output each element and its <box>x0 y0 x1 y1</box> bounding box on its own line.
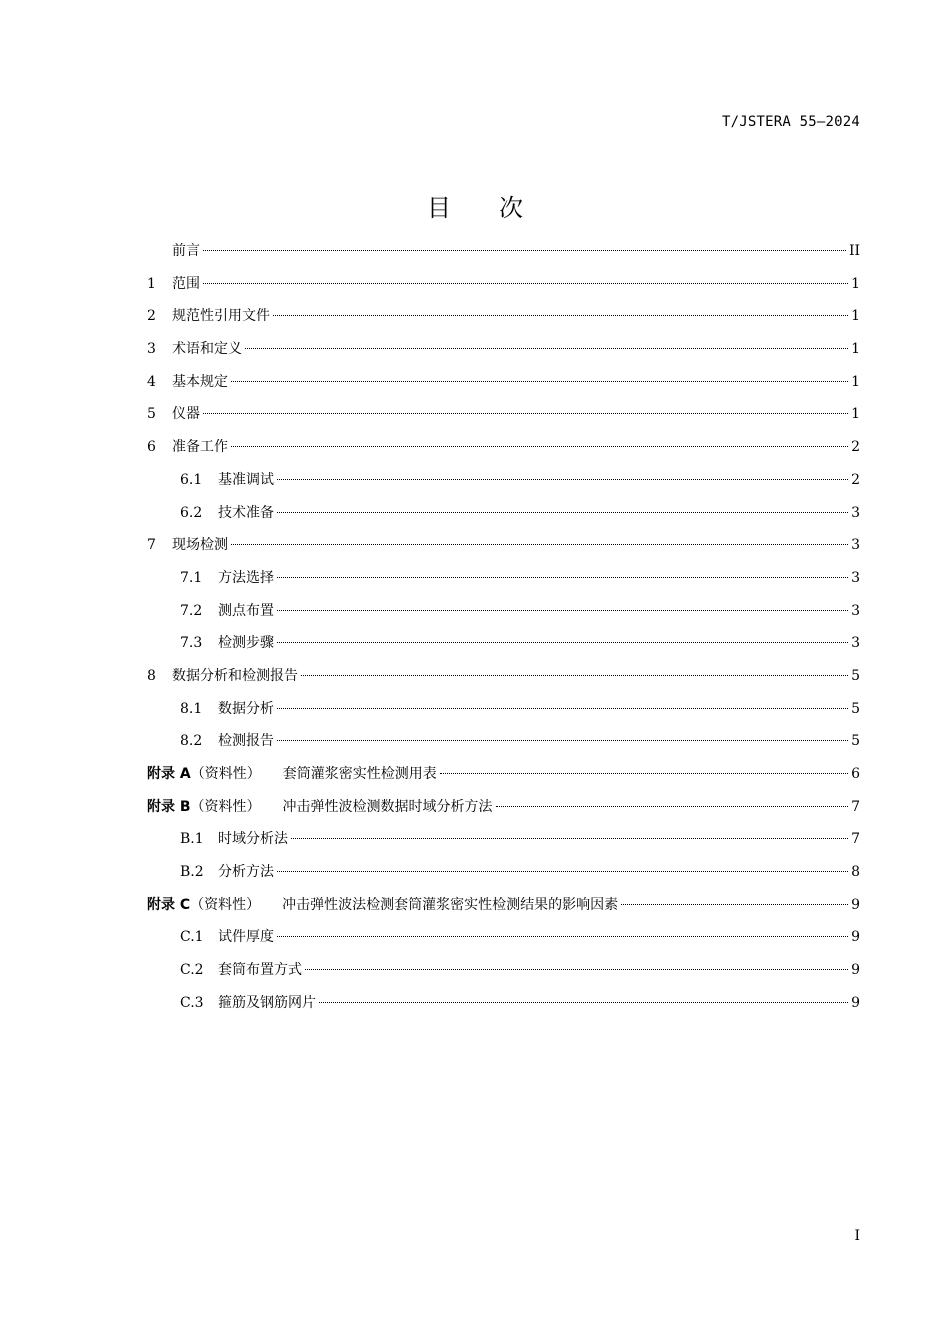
toc-entry-label: 术语和定义 <box>172 341 242 358</box>
toc-entry-label: 基本规定 <box>172 373 228 390</box>
toc-entry-page: 1 <box>851 373 860 390</box>
toc-entry-page: 2 <box>851 471 860 488</box>
toc-entry-number: 1 <box>147 275 156 292</box>
toc-entry-page: 5 <box>851 733 860 750</box>
toc-entry-label: 准备工作 <box>172 439 228 456</box>
toc-entry-number: C.1 <box>180 929 204 946</box>
page-title <box>0 188 950 223</box>
toc-entry-number: 8.1 <box>180 700 203 717</box>
toc-entry-page: II <box>848 243 860 259</box>
toc-entry-page: 1 <box>851 308 860 325</box>
toc-entry-label: 规范性引用文件 <box>172 308 270 325</box>
title-part-1: 目 <box>427 194 451 222</box>
toc-entry-page: 2 <box>851 439 860 456</box>
toc-entry-nature: （资料性） <box>190 798 261 815</box>
toc-entry-label: 时域分析法 <box>218 831 288 848</box>
toc-entry[interactable] <box>147 598 860 631</box>
toc-entry-page: 9 <box>851 896 860 913</box>
toc-dot-leader <box>203 250 846 251</box>
toc-entry-number: 3 <box>147 341 156 358</box>
toc-entry-page: 3 <box>851 504 860 521</box>
toc-dot-leader <box>277 740 848 741</box>
toc-entry-page: 3 <box>851 602 860 619</box>
toc-entry-number: 6 <box>147 439 156 456</box>
toc-entry-label: 技术准备 <box>218 504 274 521</box>
toc-entry-number: C.2 <box>180 962 204 979</box>
toc-entry-page: 5 <box>851 700 860 717</box>
toc-entry-number: 7.2 <box>180 602 203 619</box>
toc-entry[interactable] <box>147 238 860 271</box>
toc-entry[interactable] <box>147 401 860 434</box>
toc-entry-nature: （资料性） <box>190 766 261 782</box>
toc-entry-page: 7 <box>851 831 860 848</box>
toc-entry-number: 7.1 <box>180 569 203 586</box>
toc-entry-page: 9 <box>851 962 860 979</box>
toc-dot-leader <box>305 969 848 970</box>
toc-entry[interactable] <box>147 859 860 892</box>
table-of-contents <box>147 238 860 1023</box>
toc-entry[interactable] <box>147 271 860 304</box>
toc-entry-page: 9 <box>851 929 860 946</box>
toc-entry[interactable] <box>147 467 860 500</box>
toc-dot-leader <box>277 479 848 480</box>
toc-entry[interactable] <box>147 630 860 663</box>
toc-entry-label: 范围 <box>172 275 200 292</box>
toc-entry-page: 3 <box>851 537 860 554</box>
toc-entry[interactable] <box>147 532 860 565</box>
toc-entry[interactable] <box>147 434 860 467</box>
toc-entry-label: 数据分析和检测报告 <box>172 667 298 684</box>
toc-dot-leader <box>301 675 848 676</box>
toc-entry-number: 8.2 <box>180 733 203 750</box>
toc-entry-label: 检测步骤 <box>218 635 274 652</box>
toc-entry[interactable] <box>147 728 860 761</box>
toc-entry-label: 套筒灌浆密实性检测用表 <box>282 766 437 782</box>
toc-dot-leader <box>496 806 849 807</box>
toc-entry-label: 冲击弹性波法检测套筒灌浆密实性检测结果的影响因素 <box>282 896 619 913</box>
toc-entry-page: 3 <box>851 569 860 586</box>
toc-entry-number: C.3 <box>180 994 204 1011</box>
toc-entry-label: 箍筋及钢筋网片 <box>218 994 316 1011</box>
toc-entry-label: 测点布置 <box>218 602 274 619</box>
toc-dot-leader <box>621 904 848 905</box>
toc-entry-label: 试件厚度 <box>218 929 274 946</box>
toc-entry-number: 5 <box>147 406 156 423</box>
toc-entry-number: 4 <box>147 373 156 390</box>
toc-entry-label: 前言 <box>172 243 200 259</box>
document-code: T/JSTERA 55—2024 <box>721 114 860 130</box>
toc-dot-leader <box>245 348 848 349</box>
toc-dot-leader <box>277 871 848 872</box>
toc-entry-label: 数据分析 <box>218 700 274 717</box>
toc-entry-number: 附录 B <box>147 798 191 815</box>
toc-entry[interactable] <box>147 565 860 598</box>
toc-entry-nature: （资料性） <box>190 896 261 913</box>
toc-entry[interactable] <box>147 892 860 925</box>
toc-dot-leader <box>319 1002 848 1003</box>
toc-dot-leader <box>203 283 848 284</box>
toc-entry-page: 7 <box>851 798 860 815</box>
toc-entry-number: 6.2 <box>180 504 203 521</box>
toc-entry-label: 冲击弹性波检测数据时域分析方法 <box>282 798 493 815</box>
toc-entry-page: 9 <box>851 994 860 1011</box>
toc-dot-leader <box>203 413 848 414</box>
toc-entry-number: 附录 C <box>147 896 191 913</box>
toc-entry-number: 6.1 <box>180 471 203 488</box>
toc-entry[interactable] <box>147 990 860 1023</box>
toc-entry[interactable] <box>147 500 860 533</box>
toc-entry-page: 8 <box>851 864 860 881</box>
toc-entry[interactable] <box>147 826 860 859</box>
toc-entry-label: 基准调试 <box>218 471 274 488</box>
toc-dot-leader <box>231 544 848 545</box>
toc-dot-leader <box>273 315 848 316</box>
toc-entry-label: 仪器 <box>172 406 200 423</box>
toc-dot-leader <box>291 838 848 839</box>
toc-entry-number: 附录 A <box>147 766 191 782</box>
toc-entry[interactable] <box>147 761 860 794</box>
toc-dot-leader <box>277 642 848 643</box>
toc-entry-number: 2 <box>147 308 156 325</box>
toc-entry-label: 方法选择 <box>218 569 274 586</box>
toc-entry[interactable] <box>147 794 860 827</box>
page-number: I <box>854 1228 860 1244</box>
toc-entry-page: 1 <box>851 406 860 423</box>
toc-entry[interactable] <box>147 303 860 336</box>
toc-entry-page: 1 <box>851 275 860 292</box>
toc-entry-number: B.2 <box>180 864 204 881</box>
toc-dot-leader <box>231 381 848 382</box>
toc-entry[interactable] <box>147 663 860 696</box>
toc-entry-page: 3 <box>851 635 860 652</box>
toc-dot-leader <box>440 773 848 774</box>
toc-entry-page: 6 <box>851 766 860 782</box>
title-part-2: 次 <box>499 194 523 222</box>
toc-entry-number: 8 <box>147 667 156 684</box>
toc-entry[interactable] <box>147 957 860 990</box>
toc-dot-leader <box>231 446 848 447</box>
toc-entry-page: 5 <box>851 667 860 684</box>
toc-entry-number: 7.3 <box>180 635 203 652</box>
toc-dot-leader <box>277 577 848 578</box>
toc-entry[interactable] <box>147 696 860 729</box>
toc-entry-page: 1 <box>851 341 860 358</box>
toc-entry-label: 套筒布置方式 <box>218 962 302 979</box>
toc-dot-leader <box>277 610 848 611</box>
toc-dot-leader <box>277 512 848 513</box>
toc-entry-number: B.1 <box>180 831 204 848</box>
toc-entry[interactable] <box>147 369 860 402</box>
toc-dot-leader <box>277 936 848 937</box>
toc-entry-label: 现场检测 <box>172 537 228 554</box>
toc-entry-label: 检测报告 <box>218 733 274 750</box>
toc-entry-label: 分析方法 <box>218 864 274 881</box>
toc-entry[interactable] <box>147 336 860 369</box>
toc-dot-leader <box>277 708 848 709</box>
toc-entry-number: 7 <box>147 537 156 554</box>
toc-entry[interactable] <box>147 924 860 957</box>
